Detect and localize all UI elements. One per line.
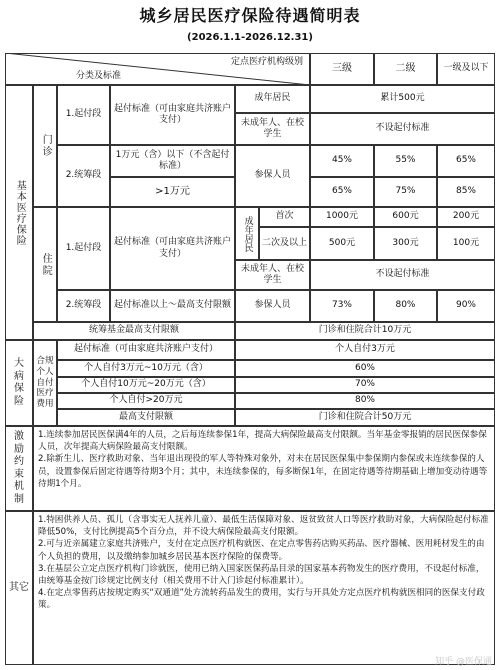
outpatient-rate-2-level-3: 65% bbox=[310, 177, 374, 207]
inpatient-rate-level-2: 80% bbox=[374, 290, 437, 322]
other-item-1: 1.特困供养人员、孤儿（含事实无人抚养儿童）、最低生活保障对象、返贫致贫人口等医疗救助对象，大病保险起付标准降低50%，支付比例提高5个百分点，并不设大病保险最高支付限额。 bbox=[38, 515, 489, 538]
watermark: 知乎 @医保通 bbox=[435, 657, 492, 667]
incentive-item-2: 2.除新生儿、医疗救助对象、当年退出现役的军人等特殊对象外，对未在居民医保集中参保期内参保或未连续参保的人员，设置参保后固定待遇等待期3个月；其中，未连续参保的，每多断保1年，在固定待遇等待期基础上增加变动待遇等待期1个月。 bbox=[38, 454, 488, 489]
outpatient-adult-value: 累计500元 bbox=[310, 85, 495, 113]
outpatient-pool-range-1: 1万元（含）以下（不含起付标准） bbox=[110, 145, 235, 177]
outpatient-rate-1-level-2: 55% bbox=[374, 145, 437, 177]
outpatient-threshold-segment: 1.起付段 bbox=[57, 85, 110, 145]
header-diagonal-cell bbox=[5, 53, 310, 85]
serious-insurance-label: 大病保险 bbox=[5, 340, 33, 426]
inpatient-threshold-segment: 1.起付段 bbox=[57, 207, 110, 290]
serious-row-3-range: 个人自付10万元~20万元（含） bbox=[57, 377, 235, 393]
serious-row-4-value: 80% bbox=[235, 393, 495, 409]
inpatient-second-label: 二次及以上 bbox=[259, 227, 310, 260]
other-text bbox=[33, 511, 495, 665]
serious-row-2-value: 60% bbox=[235, 360, 495, 377]
inpatient-insured-label: 参保人员 bbox=[235, 290, 310, 322]
inpatient-first-level-3: 1000元 bbox=[310, 207, 374, 227]
inpatient-minor-value: 不设起付标准 bbox=[310, 260, 495, 290]
serious-sub-label: 合规个人自付医疗费用 bbox=[33, 340, 57, 426]
inpatient-adult-label: 成年居民 bbox=[235, 207, 259, 260]
serious-row-3-value: 70% bbox=[235, 377, 495, 393]
category-header: 分类及标准 bbox=[76, 70, 122, 81]
inpatient-second-level-1: 100元 bbox=[437, 227, 495, 260]
inpatient-first-level-1: 200元 bbox=[437, 207, 495, 227]
other-item-3: 3.在基层公立定点医疗机构门诊就医，使用已纳入国家医保药品目录的国家基本药物发生的医疗费用，不设起付标准，由统筹基金按门诊规定比例支付（相关费用不计入门诊起付标准累计）。 bbox=[38, 563, 485, 587]
page-title: 城乡居民医疗保险待遇简明表 bbox=[139, 6, 361, 25]
serious-row-1-range: 起付标准（可由家庭共济账户支付） bbox=[57, 340, 235, 360]
incentive-text bbox=[33, 426, 495, 511]
outpatient-rate-2-level-1: 85% bbox=[437, 177, 495, 207]
other-label: 其它 bbox=[5, 511, 33, 665]
inpatient-first-label: 首次 bbox=[259, 207, 310, 227]
serious-row-1-value: 个人自付3万元 bbox=[235, 340, 495, 360]
level-header-1: 三级 bbox=[310, 53, 374, 85]
outpatient-threshold-standard: 起付标准（可由家庭共济账户支付） bbox=[110, 85, 235, 145]
other-item-2: 2.可与近亲属建立家庭共济账户，支付在定点医疗机构就医、在定点零售药店购买药品、医疗器械、医用耗材发生的由个人负担的费用，以及缴纳参加城乡居民基本医疗保险的保费等。 bbox=[38, 539, 485, 562]
outpatient-adult-label: 成年居民 bbox=[235, 85, 310, 113]
serious-row-4-range: 个人自付>20万元 bbox=[57, 393, 235, 409]
outpatient-minor-label: 未成年人、在校学生 bbox=[235, 113, 310, 145]
inpatient-pool-segment: 2.统筹段 bbox=[57, 290, 110, 322]
inpatient-rate-level-1: 90% bbox=[437, 290, 495, 322]
level-header-2: 二级 bbox=[374, 53, 437, 85]
outpatient-rate-2-level-2: 75% bbox=[374, 177, 437, 207]
inpatient-second-level-2: 300元 bbox=[374, 227, 437, 260]
basic-insurance-label: 基本医疗保险 bbox=[5, 85, 33, 340]
outpatient-insured-label: 参保人员 bbox=[235, 145, 310, 207]
outpatient-rate-1-level-3: 45% bbox=[310, 145, 374, 177]
level-header-3: 一级及以下 bbox=[437, 53, 495, 85]
hospital-level-header: 定点医疗机构级别 bbox=[230, 57, 303, 67]
inpatient-rate-level-3: 73% bbox=[310, 290, 374, 322]
inpatient-label: 住院 bbox=[33, 207, 57, 322]
other-item-4: 4.在定点零售药店按规定购买“双通道”处方流转药品发生的费用，实行与开具处方定点医疗机构就医相同的医保支付政策。 bbox=[38, 588, 485, 611]
pool-max-value: 门诊和住院合计10万元 bbox=[235, 322, 495, 340]
pool-max-label: 统筹基金最高支付限额 bbox=[33, 322, 235, 340]
serious-row-2-range: 个人自付3万元~10万元（含） bbox=[57, 360, 235, 377]
inpatient-minor-label: 未成年人、在校学生 bbox=[235, 260, 310, 290]
inpatient-first-level-2: 600元 bbox=[374, 207, 437, 227]
outpatient-label: 门诊 bbox=[33, 85, 57, 207]
incentive-item-1: 1.连续参加居民医保满4年的人员，之后每连续参保1年，提高大病保险最高支付限额。当年基金零报销的居民医保参保人员，次年提高大病保险最高支付限额。 bbox=[38, 430, 487, 453]
inpatient-pool-range: 起付标准以上～最高支付限额 bbox=[110, 290, 235, 322]
inpatient-second-level-3: 500元 bbox=[310, 227, 374, 260]
policy-period: (2026.1.1-2026.12.31) bbox=[187, 32, 313, 43]
serious-row-5-range: 最高支付限额 bbox=[57, 409, 235, 426]
outpatient-pool-range-2: >1万元 bbox=[110, 177, 235, 207]
inpatient-threshold-standard: 起付标准（可由家庭共济账户支付） bbox=[110, 207, 235, 290]
incentive-label: 激励约束机制 bbox=[5, 426, 33, 511]
outpatient-pool-segment: 2.统筹段 bbox=[57, 145, 110, 207]
outpatient-minor-value: 不设起付标准 bbox=[310, 113, 495, 145]
outpatient-rate-1-level-1: 65% bbox=[437, 145, 495, 177]
serious-row-5-value: 门诊和住院合计50万元 bbox=[235, 409, 495, 426]
